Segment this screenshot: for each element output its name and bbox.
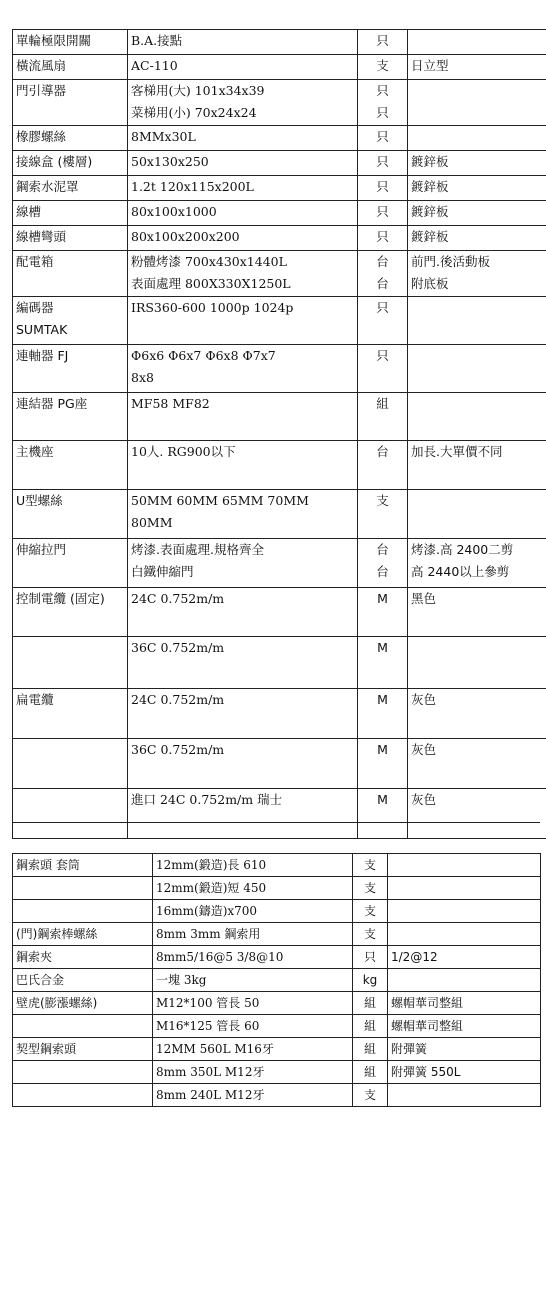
table1-cell-unit <box>358 55 408 80</box>
table2-cell-spec: M12*100 管長 50 <box>153 992 353 1015</box>
table1-row <box>13 226 546 251</box>
table2-cell-note <box>388 969 541 992</box>
table1-cell-name <box>13 739 128 789</box>
table1-cell-unit <box>358 80 408 126</box>
table1-cell-note-line: 灰色 <box>411 792 437 807</box>
table1-cell-unit-line: 台 <box>376 542 389 557</box>
table2-cell-note <box>388 1084 541 1107</box>
table1-row <box>13 739 546 789</box>
table2-row <box>13 1061 541 1084</box>
table1-cell-note <box>408 297 546 345</box>
table1-cell-name-line <box>16 367 127 389</box>
table1-cell-spec-line: 10人. RG900以下 <box>131 444 236 459</box>
table1-cell-name <box>13 30 128 55</box>
table1-cell-note-line <box>411 512 546 534</box>
table2-cell-note: 附彈簧 <box>388 1038 541 1061</box>
table2-cell-name <box>13 877 153 900</box>
table1-cell-spec-line: IRS360-600 1000p 1024p <box>131 300 294 315</box>
table1-cell-unit-line <box>358 367 407 389</box>
table1-cell-unit <box>358 689 408 739</box>
table2-cell-name <box>13 1061 153 1084</box>
table1-cell-spec-line: 進口 24C 0.752m/m 瑞士 <box>131 792 283 807</box>
table1-cell-unit-line: 台 <box>376 276 389 291</box>
table1-cell-unit <box>358 490 408 539</box>
table1-cell-note-line: 鍍鋅板 <box>411 179 449 194</box>
table1-cell-spec-line: 1.2t 120x115x200L <box>131 179 254 194</box>
table1-cell-note <box>408 588 546 637</box>
table2-row <box>13 900 541 923</box>
table1-cell-spec-line <box>131 319 357 341</box>
table1-cell-spec-line: 8x8 <box>131 370 154 385</box>
table2-cell-unit: 組 <box>353 1061 388 1084</box>
table1-cell-unit-line: M <box>377 692 388 707</box>
table1-cell-note-line <box>411 102 546 124</box>
table1-cell-note <box>408 176 546 201</box>
table1-cell-spec <box>128 176 358 201</box>
table2-cell-spec: M16*125 管長 60 <box>153 1015 353 1038</box>
table2-cell-name <box>13 1015 153 1038</box>
table1-cell-note-line: 鍍鋅板 <box>411 204 449 219</box>
table1-cell-name <box>13 393 128 441</box>
table1-cell-unit <box>358 251 408 297</box>
table1-row <box>13 539 546 588</box>
parts-table-2 <box>12 853 541 1107</box>
table1-cell-name <box>13 539 128 588</box>
table1-cell-spec-line: 80x100x200x200 <box>131 229 240 244</box>
table1-cell-name <box>13 126 128 151</box>
table1-cell-spec <box>128 588 358 637</box>
table1-cell-spec-line: 烤漆.表面處理.規格齊全 <box>131 542 264 557</box>
table1-row <box>13 490 546 539</box>
table2-cell-note: 1/2@12 <box>388 946 541 969</box>
table1-row <box>13 126 546 151</box>
table1-cell-name <box>13 490 128 539</box>
table1-cell-unit-line: 只 <box>376 154 389 169</box>
table2-cell-note <box>388 854 541 877</box>
table1-cell-note-line <box>411 297 546 319</box>
table2-row <box>13 923 541 946</box>
table1-cell-name <box>13 55 128 80</box>
table1-cell-spec-line: 36C 0.752m/m <box>131 640 225 655</box>
table1-cell-spec-line: AC-110 <box>131 58 178 73</box>
table1-cell-note <box>408 441 546 490</box>
table1-cell-name <box>13 588 128 637</box>
table1-cell-spec <box>128 490 358 539</box>
table1-cell-note <box>408 393 546 441</box>
table1-cell-note <box>408 637 546 689</box>
table2-cell-name: 壁虎(膨漲螺絲) <box>13 992 153 1015</box>
table1-cell-spec <box>128 739 358 789</box>
table1-cell-name <box>13 226 128 251</box>
table1-cell-unit-line: 台 <box>376 254 389 269</box>
table1-cell-unit-line <box>358 319 407 341</box>
table1-cell-spec-line: B.A.接點 <box>131 33 183 48</box>
table1-row <box>13 345 546 393</box>
table1-cell-unit-line: 台 <box>376 564 389 579</box>
table1-cell-spec-line: 36C 0.752m/m <box>131 742 225 757</box>
table1-cell-name <box>13 689 128 739</box>
table1-cell-spec <box>128 80 358 126</box>
table1-cell-spec-line: 24C 0.752m/m <box>131 692 225 707</box>
table1-cell-spec-line: 50x130x250 <box>131 154 209 169</box>
table1-cell-spec-line: 80x100x1000 <box>131 204 217 219</box>
table1-cell-name-line <box>16 102 127 124</box>
table1-cell-note-line: 鍍鋅板 <box>411 154 449 169</box>
table1-cell-note <box>408 251 546 297</box>
table1-cell-note <box>408 80 546 126</box>
table1-cell-note-line <box>411 367 546 389</box>
table1-cell-spec-line: 50MM 60MM 65MM 70MM <box>131 493 309 508</box>
table1-cell-name <box>13 251 128 297</box>
table1-cell-note <box>408 539 546 588</box>
table1-cell-note-line <box>411 393 546 415</box>
table2-cell-name: 鋼索夾 <box>13 946 153 969</box>
table1-cell-name <box>13 297 128 345</box>
table1-cell-name <box>13 151 128 176</box>
table1-cell-unit-line: 台 <box>376 444 389 459</box>
table1-row <box>13 297 546 345</box>
table1-cell-unit-line: 只 <box>376 300 389 315</box>
table1-cell-name-line: 連軸器 FJ <box>16 348 69 363</box>
table1-cell-unit-line: 支 <box>376 493 389 508</box>
table1-cell-name-line: SUMTAK <box>16 322 68 337</box>
table1-cell-spec <box>128 689 358 739</box>
table1-cell-note <box>408 789 546 839</box>
table2-cell-name: 契型鋼索頭 <box>13 1038 153 1061</box>
table2-cell-name: 巴氏合金 <box>13 969 153 992</box>
table2-cell-spec: 8mm 3mm 鋼索用 <box>153 923 353 946</box>
table2-cell-note: 螺帽華司整組 <box>388 1015 541 1038</box>
table2-cell-name: 鋼索頭 套筒 <box>13 854 153 877</box>
table2-cell-unit: 支 <box>353 923 388 946</box>
table2-cell-unit: 支 <box>353 900 388 923</box>
table2-cell-unit: 組 <box>353 992 388 1015</box>
table1-cell-name-line: 連結器 PG座 <box>16 396 88 411</box>
table1-cell-note-line: 鍍鋅板 <box>411 229 449 244</box>
table2-cell-unit: 支 <box>353 877 388 900</box>
table1-cell-spec <box>128 30 358 55</box>
table1-cell-name <box>13 201 128 226</box>
table2-row <box>13 969 541 992</box>
table1-cell-spec <box>128 345 358 393</box>
table1-cell-name-line: 伸縮拉門 <box>16 542 67 557</box>
table2-cell-unit: kg <box>353 969 388 992</box>
table1-row <box>13 588 546 637</box>
table2-cell-unit: 組 <box>353 1038 388 1061</box>
table1-cell-spec <box>128 151 358 176</box>
table1-cell-note <box>408 490 546 539</box>
table1-cell-note-line <box>411 345 546 367</box>
table1-cell-note-line <box>411 80 546 102</box>
table2-cell-note: 附彈簧 550L <box>388 1061 541 1084</box>
table1-cell-unit-line: 只 <box>376 105 389 120</box>
table2-row <box>13 992 541 1015</box>
table2-cell-unit: 只 <box>353 946 388 969</box>
table2-cell-name <box>13 1084 153 1107</box>
table1-cell-note-line: 黑色 <box>411 591 437 606</box>
table1-row <box>13 201 546 226</box>
table2-cell-spec: 12mm(鍛造)短 450 <box>153 877 353 900</box>
table1-cell-name-line <box>16 273 127 295</box>
table1-cell-name-line: 門引導器 <box>16 83 67 98</box>
table1-cell-spec <box>128 55 358 80</box>
table1-cell-name-line: 線槽彎頭 <box>16 229 67 244</box>
table1-cell-spec-line: Φ6x6 Φ6x7 Φ6x8 Φ7x7 <box>131 348 276 363</box>
table1-cell-note-line <box>411 30 546 52</box>
table2-cell-spec: 一塊 3kg <box>153 969 353 992</box>
table1-row <box>13 30 546 55</box>
table1-cell-spec <box>128 251 358 297</box>
table1-cell-note-line: 前門.後活動板 <box>411 254 490 269</box>
table1-cell-note-line: 日立型 <box>411 58 449 73</box>
table1-cell-unit-line: 只 <box>376 348 389 363</box>
table1-cell-spec <box>128 393 358 441</box>
table1-row <box>13 393 546 441</box>
table2-cell-spec: 16mm(鑄造)x700 <box>153 900 353 923</box>
table1-cell-name-line: 鋼索水泥罩 <box>16 179 79 194</box>
table1-row <box>13 151 546 176</box>
table1-cell-unit <box>358 30 408 55</box>
table1-cell-spec <box>128 297 358 345</box>
table2-row <box>13 1015 541 1038</box>
table1-cell-unit <box>358 441 408 490</box>
table1-cell-note <box>408 151 546 176</box>
table1-cell-spec <box>128 637 358 689</box>
table1-cell-unit-line: 組 <box>376 396 389 411</box>
table1-cell-unit-line: M <box>377 591 388 606</box>
table1-cell-note <box>408 55 546 80</box>
table1-cell-unit-line: 只 <box>376 129 389 144</box>
table1-cell-unit-line: 只 <box>376 204 389 219</box>
table1-cell-unit <box>358 201 408 226</box>
table1-cell-spec <box>128 226 358 251</box>
table2-cell-unit: 支 <box>353 1084 388 1107</box>
table1-cell-name-line: 控制電纜 (固定) <box>16 591 105 606</box>
table2-cell-note <box>388 900 541 923</box>
table1-cell-unit-line: 只 <box>376 179 389 194</box>
table1-row <box>13 55 546 80</box>
table1-cell-unit <box>358 126 408 151</box>
table1-row <box>13 176 546 201</box>
table1-row <box>13 441 546 490</box>
table1-cell-spec <box>128 539 358 588</box>
table1-cell-unit <box>358 637 408 689</box>
table2-cell-unit: 支 <box>353 854 388 877</box>
table1-cell-spec-line: 白鐵伸縮門 <box>131 564 194 579</box>
section-divider <box>12 822 540 823</box>
table1-cell-name <box>13 176 128 201</box>
table1-row <box>13 80 546 126</box>
table2-cell-note: 螺帽華司整組 <box>388 992 541 1015</box>
table1-cell-unit-line <box>358 512 407 534</box>
table1-cell-note-line: 高 2440以上參剪 <box>411 564 510 579</box>
table1-row <box>13 251 546 297</box>
table1-cell-spec-line: MF58 MF82 <box>131 396 210 411</box>
table1-cell-note <box>408 126 546 151</box>
table1-cell-name-line: 編碼器 <box>16 300 54 315</box>
table1-cell-unit-line: 只 <box>376 229 389 244</box>
table1-cell-note-line <box>411 637 546 659</box>
table1-cell-unit <box>358 789 408 839</box>
table1-cell-unit <box>358 151 408 176</box>
parts-table-1 <box>12 29 546 839</box>
table1-cell-unit-line: 只 <box>376 83 389 98</box>
table1-cell-name <box>13 637 128 689</box>
table1-cell-spec <box>128 441 358 490</box>
table2-cell-spec: 8mm 350L M12牙 <box>153 1061 353 1084</box>
table1-cell-name-line: 橫流風扇 <box>16 58 67 73</box>
table1-cell-unit-line: 支 <box>376 58 389 73</box>
table1-cell-name <box>13 789 128 839</box>
table2-cell-unit: 組 <box>353 1015 388 1038</box>
table1-cell-unit <box>358 588 408 637</box>
table1-cell-name-line: 線槽 <box>16 204 42 219</box>
table1-cell-spec-line: 24C 0.752m/m <box>131 591 225 606</box>
table1-cell-unit <box>358 345 408 393</box>
table2-cell-spec: 8mm5/16@5 3/8@10 <box>153 946 353 969</box>
table1-cell-name-line <box>16 789 127 811</box>
table1-cell-name <box>13 345 128 393</box>
table1-cell-note <box>408 739 546 789</box>
table1-cell-spec-line: 8MMx30L <box>131 129 196 144</box>
table1-cell-note-line: 附底板 <box>411 276 449 291</box>
table1-cell-note-line: 灰色 <box>411 742 437 757</box>
table2-row <box>13 1084 541 1107</box>
table1-cell-name-line: 橡膠螺絲 <box>16 129 67 144</box>
table2-row <box>13 1038 541 1061</box>
table1-cell-note-line: 灰色 <box>411 692 437 707</box>
table2-cell-name: (門)鋼索棒螺絲 <box>13 923 153 946</box>
table2-cell-name <box>13 900 153 923</box>
table1-cell-spec-line: 菜梯用(小) 70x24x24 <box>131 105 257 120</box>
table1-cell-name-line <box>16 637 127 659</box>
table1-cell-unit <box>358 176 408 201</box>
table1-cell-spec-line: 客梯用(大) 101x34x39 <box>131 83 265 98</box>
table1-cell-unit-line: M <box>377 792 388 807</box>
table1-cell-name-line: 主機座 <box>16 444 54 459</box>
table1-cell-note-line: 烤漆.高 2400二剪 <box>411 542 514 557</box>
table2-row <box>13 946 541 969</box>
table1-cell-unit <box>358 226 408 251</box>
table1-cell-name <box>13 80 128 126</box>
table1-cell-name-line: 配電箱 <box>16 254 54 269</box>
table1-cell-name-line <box>16 561 127 583</box>
table1-cell-name-line: 單輪極限開關 <box>16 33 92 48</box>
table1-cell-note <box>408 345 546 393</box>
table1-row <box>13 789 546 839</box>
table1-cell-name-line: 扁電纜 <box>16 692 54 707</box>
table2-cell-spec: 8mm 240L M12牙 <box>153 1084 353 1107</box>
table1-cell-spec <box>128 201 358 226</box>
parts-table-1-body <box>13 30 546 839</box>
table1-cell-spec-line: 表面處理 800X330X1250L <box>131 276 291 291</box>
table1-cell-spec <box>128 126 358 151</box>
table1-cell-name-line <box>16 739 127 761</box>
table1-cell-unit-line: M <box>377 640 388 655</box>
table1-row <box>13 637 546 689</box>
table1-cell-spec-line: 80MM <box>131 515 173 530</box>
table2-cell-spec: 12mm(鍛造)長 610 <box>153 854 353 877</box>
table1-cell-unit-line: 只 <box>376 33 389 48</box>
table1-cell-spec-line: 粉體烤漆 700x430x1440L <box>131 254 287 269</box>
table2-cell-spec: 12MM 560L M16牙 <box>153 1038 353 1061</box>
table1-cell-note <box>408 689 546 739</box>
table1-cell-note-line <box>411 319 546 341</box>
table1-cell-unit <box>358 393 408 441</box>
parts-table-2-body <box>13 854 541 1107</box>
table1-cell-name-line: 接線盒 (樓層) <box>16 154 93 169</box>
table1-cell-note-line <box>411 126 546 148</box>
table1-row <box>13 689 546 739</box>
table2-cell-note <box>388 877 541 900</box>
table1-cell-note <box>408 30 546 55</box>
table1-cell-note <box>408 226 546 251</box>
table1-cell-name-line: U型螺絲 <box>16 493 63 508</box>
table1-cell-note-line <box>411 490 546 512</box>
table1-cell-name <box>13 441 128 490</box>
table1-cell-note-line: 加長.大單價不同 <box>411 444 503 459</box>
table1-cell-unit-line: M <box>377 742 388 757</box>
table1-cell-spec <box>128 789 358 839</box>
table2-cell-note <box>388 923 541 946</box>
table1-cell-unit <box>358 739 408 789</box>
table2-row <box>13 877 541 900</box>
table1-cell-note <box>408 201 546 226</box>
table1-cell-unit <box>358 297 408 345</box>
table1-cell-unit <box>358 539 408 588</box>
table2-row <box>13 854 541 877</box>
